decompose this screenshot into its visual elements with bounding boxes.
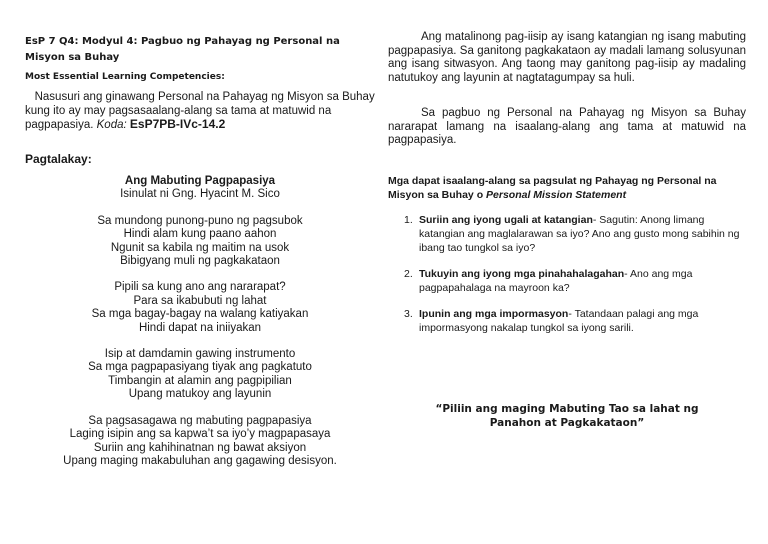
item-text: - Ano ang mga pagpapahalaga na mayroon ka? — [419, 268, 693, 294]
poem-line: Ngunit sa kabila ng maitim na usok — [110, 241, 290, 254]
list-item — [388, 213, 746, 255]
list-number: 1. — [404, 214, 413, 226]
competency-code: EsP7PB-IVc-14.2 — [129, 117, 226, 131]
competencies-label: Most Essential Learning Competencies: — [25, 72, 225, 82]
poem-line: Hindi alam kung paano aahon — [123, 228, 277, 241]
considerations-heading — [388, 174, 746, 202]
poem-line: Suriin ang kahihinatnan ng bawat aksiyon — [93, 441, 307, 454]
item-title: Ipunin ang mga impormasyon — [419, 308, 569, 320]
poem-stanza — [25, 415, 375, 469]
heading-text: Mga dapat isaalang-alang sa pagsulat ng Pahayag ng Personal na Misyon sa Buhay o — [388, 175, 717, 201]
poem-line: Laging isipin ang sa kapwa’t sa iyo’y magpapasaya — [69, 428, 331, 441]
considerations-list — [388, 213, 746, 347]
poem-title: Ang Mabuting Pagpapasiya — [124, 175, 276, 187]
pagtalakay-heading: Pagtalakay: — [25, 152, 92, 166]
list-item — [388, 307, 746, 335]
list-number: 3. — [404, 308, 413, 320]
item-title: Suriin ang iyong ugali at katangian — [419, 214, 593, 226]
poem-stanza — [25, 281, 375, 335]
poem-line: Sa mga pagpapasiyang tiyak ang pagkatuto — [88, 361, 312, 374]
code-label: Koda: — [96, 119, 127, 131]
competency-text: Nasusuri ang ginawang Personal na Pahayag ng Misyon sa Buhay kung ito ay may pagsasaalang-alang sa tama at matuwid na pagpapasiya. — [25, 91, 375, 131]
poem-line: Hindi dapat na iniiyakan — [138, 321, 262, 334]
closing-quote — [388, 402, 746, 430]
item-title: Tukuyin ang iyong mga pinahahalagahan — [419, 268, 625, 280]
poem-line: Pipili sa kung ano ang nararapat? — [114, 281, 286, 294]
heading-italic: Personal Mission Statement — [486, 189, 627, 201]
item-text: - Tatandaan palagi ang mga impormasyong nakalap tungkol sa iyong sarili. — [419, 308, 699, 334]
quote-line: “Piliin ang maging Mabuting Tao sa lahat ng — [435, 403, 699, 415]
poem-author: Isinulat ni Gng. Hyacint M. Sico — [120, 188, 280, 201]
second-paragraph: Sa pagbuo ng Personal na Pahayag ng Misyon sa Buhay nararapat lamang na isaalang-alang ang tama at matuwid na pagpapasiya. — [388, 107, 746, 146]
poem-line: Upang maging makabuluhan ang gagawing desisyon. — [63, 454, 337, 467]
item-text: - Sagutin: Anong limang katangian ang maglalarawan sa iyo? Ano ang gusto mong sabihin ng ibang tao tungkol sa iyo? — [419, 214, 740, 254]
intro-paragraph: Ang matalinong pag-iisip ay isang katangian ng isang mabuting pagpapasiya. Sa ganitong pagkakataon ay madali lamang solusyunan ang isang sitwasyon. Ang taong may ganitong pag-iisip ay madaling natutukoy ang layunin at nagtatagumpay sa huli. — [388, 31, 746, 84]
poem-line: Timbangin at alamin ang pagpipilian — [108, 374, 292, 387]
poem-line: Sa pagsasagawa ng mabuting pagpapasiya — [88, 414, 312, 427]
poem-line: Sa mundong punong-puno ng pagsubok — [97, 214, 303, 227]
quote-line: Panahon at Pagkakataon” — [489, 417, 645, 429]
poem-stanza — [25, 348, 375, 402]
module-title: EsP 7 Q4: Modyul 4: Pagbuo ng Pahayag ng Personal na Misyon sa Buhay — [25, 36, 340, 63]
poem-line: Upang matukoy ang layunin — [128, 388, 272, 401]
poem-stanza — [25, 215, 375, 269]
poem-line: Isip at damdamin gawing instrumento — [104, 348, 296, 361]
poem-line: Sa mga bagay-bagay na walang katiyakan — [91, 308, 309, 321]
poem-line: Bibigyang muli ng pagkakataon — [120, 255, 280, 268]
poem-line: Para sa ikabubuti ng lahat — [133, 294, 267, 307]
list-number: 2. — [404, 268, 413, 280]
list-item — [388, 267, 746, 295]
competency-paragraph — [25, 91, 375, 133]
poem — [25, 175, 375, 468]
